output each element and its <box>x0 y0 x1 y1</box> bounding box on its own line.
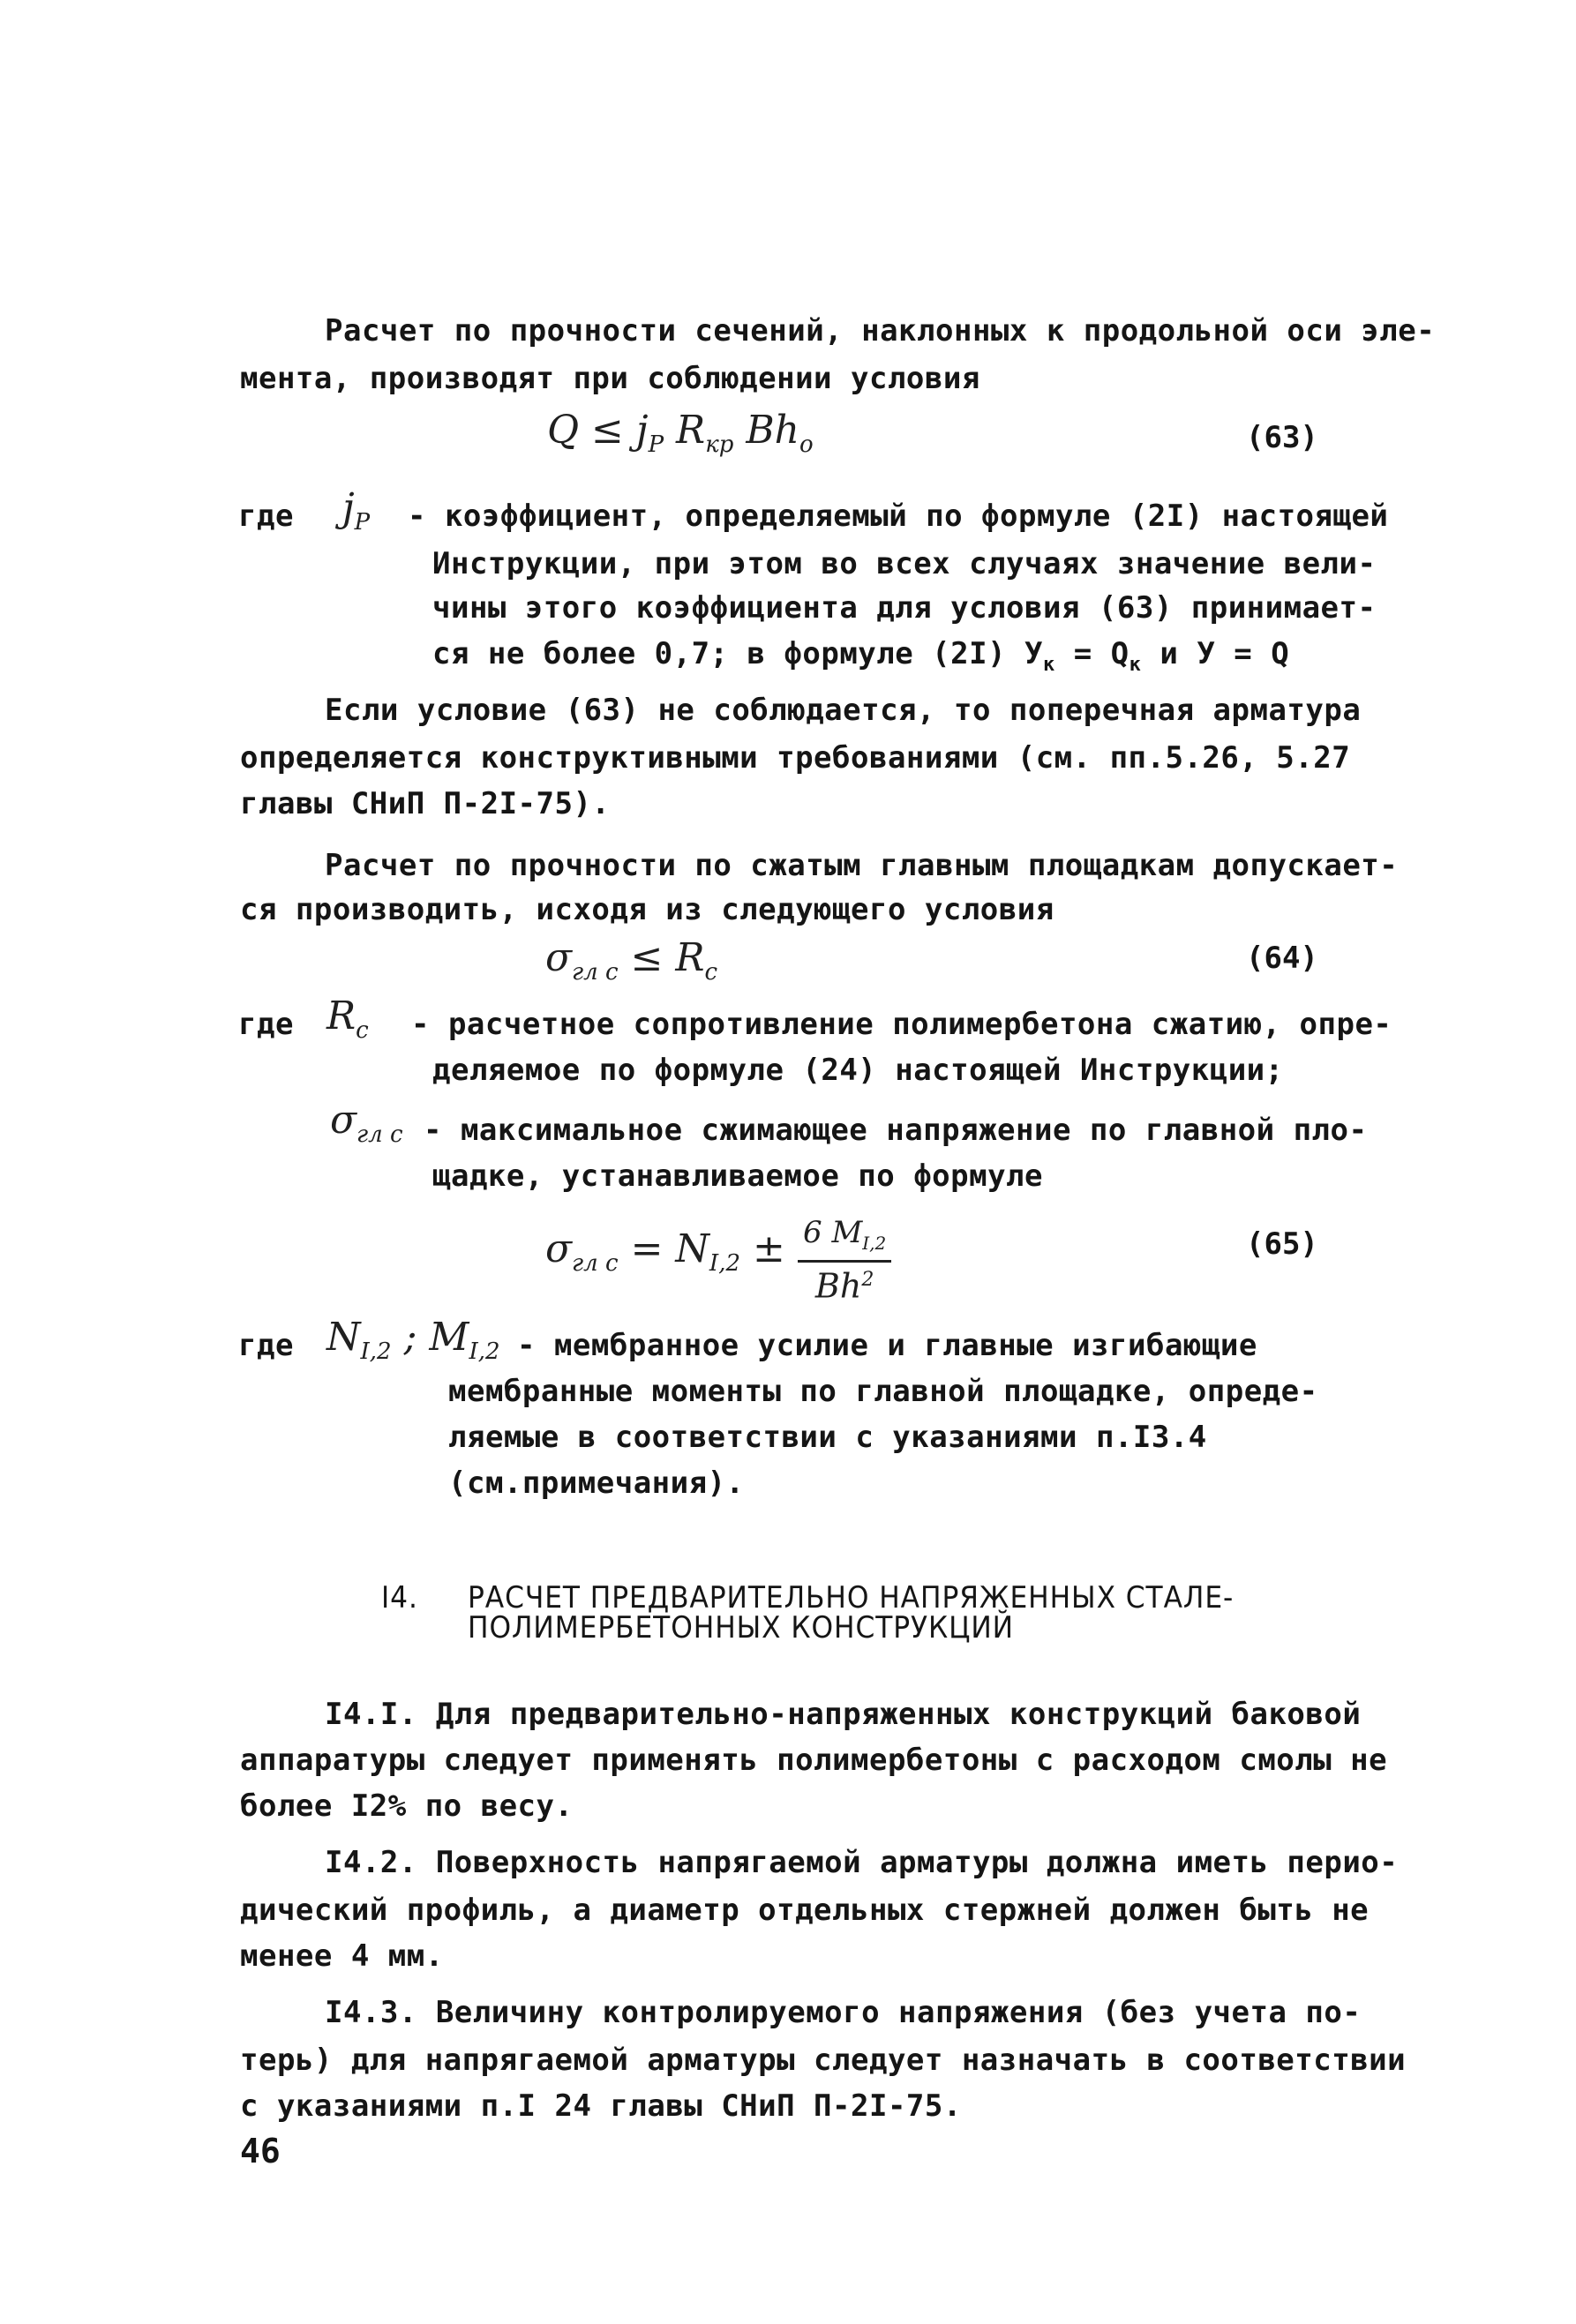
definition-line: - максимальное сжимающее напряжение по главной пло- <box>424 1113 1368 1148</box>
paragraph-line: мента, производят при соблюдении условия <box>240 361 980 396</box>
definition-line: щадке, устанавливаемое по формуле <box>432 1158 1044 1194</box>
formula-63: $Q \le j_P$ $R_{кр}$ $Bh_o$ <box>547 408 814 458</box>
definition-line: - коэффициент, определяемый по формуле (2I) настоящей <box>408 499 1389 534</box>
definition-line: чины этого коэффициента для условия (63) принимает- <box>432 590 1377 626</box>
fraction-6M-over-bh2: $\frac{6 M_{I,2}}{Bh^2}$ <box>798 1216 891 1303</box>
paragraph-line: с указаниями п.I 24 главы СНиП П-2I-75. <box>240 2088 962 2124</box>
paragraph-line: Расчет по прочности по сжатым главным площадкам допускает- <box>325 848 1399 883</box>
section-title: ПОЛИМЕРБЕТОННЫХ КОНСТРУКЦИЙ <box>468 1610 1015 1646</box>
paragraph-line: более I2% по весу. <box>240 1788 574 1824</box>
section-number: I4. <box>381 1580 418 1616</box>
definition-line: (см.примечания). <box>448 1466 745 1501</box>
paragraph-line: I4.2. Поверхность напрягаемой арматуры должна иметь перио- <box>325 1845 1399 1880</box>
definition-line: - мембранное усилие и главные изгибающие <box>517 1328 1257 1363</box>
definition-line: мембранные моменты по главной площадке, опреде- <box>448 1374 1318 1409</box>
equation-number: (65) <box>1246 1226 1318 1262</box>
equation-number: (64) <box>1246 941 1318 976</box>
paragraph-line: аппаратуры следует применять полимербетоны с расходом смолы не <box>240 1743 1388 1778</box>
definition-line: - расчетное сопротивление полимербетона сжатию, опре- <box>411 1007 1392 1042</box>
formula-65: $\sigma_{гл c} = N_{I,2}$ ± <box>545 1226 785 1277</box>
where-label: где <box>238 499 294 534</box>
definition-line: деляемое по формуле (24) настоящей Инструкции; <box>432 1053 1284 1088</box>
where-label: где <box>238 1328 294 1363</box>
paragraph-line: дический профиль, а диаметр отдельных стержней должен быть не <box>240 1893 1370 1928</box>
formula-64: $\sigma_{гл c} \le R_c$ <box>545 935 718 986</box>
page-number: 46 <box>240 2132 281 2170</box>
definition-line: Инструкции, при этом во всех случаях значение вели- <box>432 546 1377 581</box>
symbol-gamma-p: $j_P$ <box>342 485 371 536</box>
paragraph-line: I4.I. Для предварительно-напряженных конструкций баковой <box>325 1697 1362 1732</box>
paragraph-line: менее 4 мм. <box>240 1938 444 1974</box>
symbol-r-c: $R_c$ <box>326 993 369 1044</box>
paragraph-line: Расчет по прочности сечений, наклонных к продольной оси эле- <box>325 313 1436 349</box>
paragraph-line: I4.3. Величину контролируемого напряжения (без учета по- <box>325 1995 1362 2030</box>
paragraph-line: ся производить, исходя из следующего условия <box>240 892 1054 927</box>
paragraph-line: главы СНиП П-2I-75). <box>240 786 611 821</box>
definition-line: ляемые в соответствии с указаниями п.I3.4 <box>448 1420 1207 1455</box>
paragraph-line: определяется конструктивными требованиями (см. пп.5.26, 5.27 <box>240 740 1351 776</box>
paragraph-line: Если условие (63) не соблюдается, то поперечная арматура <box>325 693 1362 728</box>
equation-number: (63) <box>1246 420 1318 455</box>
section-title: РАСЧЕТ ПРЕДВАРИТЕЛЬНО НАПРЯЖЕННЫХ СТАЛЕ- <box>468 1580 1235 1616</box>
where-label: где <box>238 1007 294 1042</box>
symbol-sigma-glc: $\sigma_{гл c}$ <box>330 1098 403 1148</box>
symbol-n-m: $N_{I,2}$ ; $M_{I,2}$ <box>326 1315 500 1365</box>
definition-line: ся не более 0,7; в формуле (2I) $У_к = Q_к$ и У = Q <box>432 636 1290 676</box>
paragraph-line: терь) для напрягаемой арматуры следует назначать в соответствии <box>240 2043 1407 2078</box>
